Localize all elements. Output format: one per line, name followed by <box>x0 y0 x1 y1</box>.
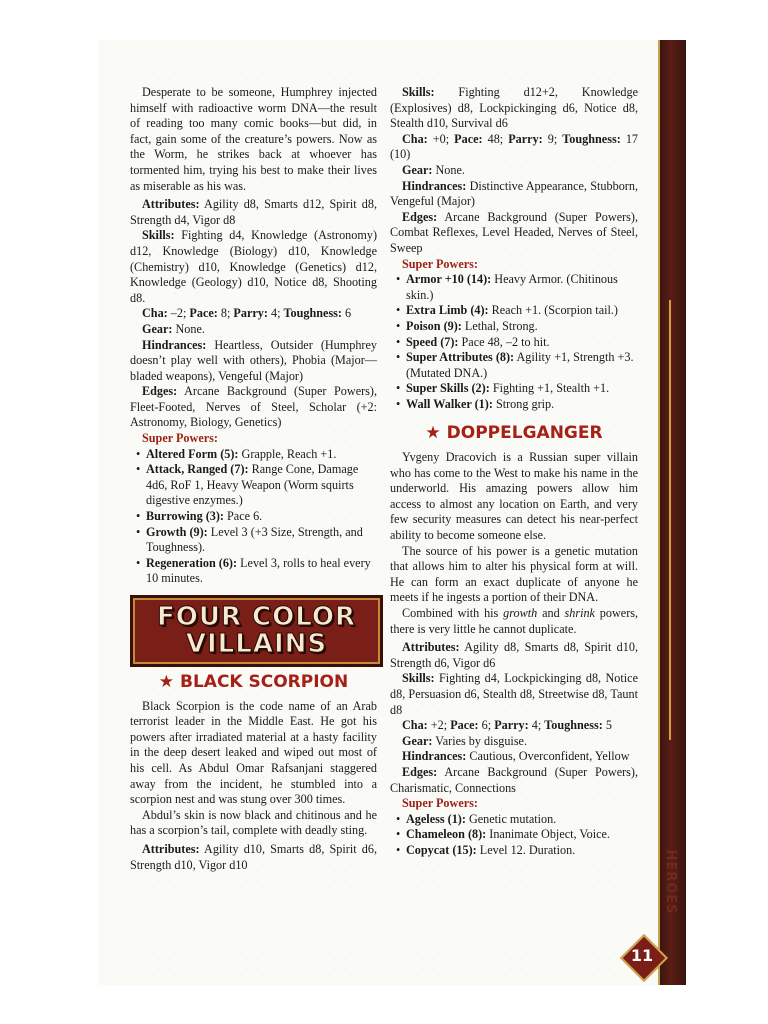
worm-attributes: Attributes: Agility d8, Smarts d12, Spirit d8, Strength d4, Vigor d8 <box>130 197 377 227</box>
doppelganger-edges: Edges: Arcane Background (Super Powers), Charismatic, Connections <box>390 764 639 795</box>
list-item: • Attack, Ranged (7): Range Cone, Damage 4d6, RoF 1, Heavy Weapon (Worm squirts digestive enzymes.) <box>130 462 377 509</box>
worm-powers-list <box>130 447 377 587</box>
black-scorpion-hindrances: Hindrances: Distinctive Appearance, Stubborn, Vengeful (Major) <box>390 178 638 209</box>
doppelganger-gear: Gear: Varies by disguise. <box>402 733 528 748</box>
list-item: • Burrowing (3): Pace 6. <box>130 509 377 525</box>
black-scorpion-powers-heading: Super Powers: <box>402 256 478 271</box>
sidebar-rule <box>669 300 671 740</box>
list-item: • Wall Walker (1): Strong grip. <box>390 397 638 413</box>
doppelganger-bio-3: Combined with his growth and shrink powers, there is very little he cannot duplicate. <box>390 606 639 636</box>
worm-hindrances: Hindrances: Heartless, Outsider (Humphrey doesn’t play well with others), Phobia (Major—bladed weapons), Vengeful (Major) <box>130 337 377 383</box>
list-item: • Super Skills (2): Fighting +1, Stealth +1. <box>390 381 638 397</box>
page-number-badge <box>621 935 663 977</box>
sidebar-chapter-label: HEROES <box>663 849 678 915</box>
list-item: • Extra Limb (4): Reach +1. (Scorpion tail.) <box>390 303 638 319</box>
black-scorpion-heading: ★ BLACK SCORPION <box>158 672 349 692</box>
worm-derived-stats: Cha: –2; Pace: 8; Parry: 4; Toughness: 6 <box>142 306 352 321</box>
right-column <box>390 85 638 859</box>
worm-skills: Skills: Fighting d4, Knowledge (Astronomy) d12, Knowledge (Biology) d10, Knowledge (Chemistry) d10, Knowledge (Genetics) d12, Knowledge (Geology) d10, Notice d8, Shooting d8. <box>130 228 377 305</box>
page-number: 11 <box>630 946 654 965</box>
list-item: • Altered Form (5): Grapple, Reach +1. <box>130 447 377 463</box>
section-banner <box>130 595 383 667</box>
black-scorpion-edges: Edges: Arcane Background (Super Powers), Combat Reflexes, Level Headed, Nerves of Steel, Sweep <box>390 209 639 255</box>
list-item: • Super Attributes (8): Agility +1, Strength +3. (Mutated DNA.) <box>390 350 638 381</box>
list-item: • Ageless (1): Genetic mutation. <box>390 812 638 828</box>
list-item: • Poison (9): Lethal, Strong. <box>390 319 638 335</box>
black-scorpion-gear: Gear: None. <box>402 162 465 177</box>
doppelganger-bio-2: The source of his power is a genetic mutation that allows him to alter his physical form at will. He can form an exact duplicate of anyone he meets if he ingests a portion of their DNA. <box>390 543 638 605</box>
worm-intro-paragraph: Desperate to be someone, Humphrey injected himself with radioactive worm DNA—the result of reading too many comic books—but did, in fact, gain some of the creature’s powers. Now as the Worm, he strikes back at whoever has tormented him, trying his best to make their lives as miserable as his was. <box>130 85 377 193</box>
black-scorpion-bio-2: Abdul’s skin is now black and chitinous and he has a scorpion’s tail, complete with deadly sting. <box>130 807 377 838</box>
black-scorpion-attributes: Attributes: Agility d10, Smarts d8, Spirit d6, Strength d10, Vigor d10 <box>130 841 377 872</box>
black-scorpion-powers-list <box>390 272 638 412</box>
doppelganger-hindrances: Hindrances: Cautious, Overconfident, Yellow <box>402 749 630 764</box>
list-item: • Chameleon (8): Inanimate Object, Voice. <box>390 827 638 843</box>
doppelganger-attributes: Attributes: Agility d8, Smarts d8, Spirit d10, Strength d6, Vigor d6 <box>390 640 638 670</box>
doppelganger-powers-list <box>390 812 638 859</box>
left-column <box>130 85 377 873</box>
list-item: • Armor +10 (14): Heavy Armor. (Chitinous skin.) <box>390 272 638 303</box>
worm-edges: Edges: Arcane Background (Super Powers), Fleet-Footed, Nerves of Steel, Scholar (+2: Astronomy, Biology, Genetics) <box>130 384 378 430</box>
list-item: • Growth (9): Level 3 (+3 Size, Strength, and Toughness). <box>130 525 377 556</box>
black-scorpion-bio-1: Black Scorpion is the code name of an Arab terrorist leader in the Middle East. He got his powers after irradiated material at a hasty facility in the deep desert leaked and wiped out most of his cell. As Abdul Omar Rafsanjani staggered away from the incident, he stumbled into a scorpion nest and was stung over 300 times. <box>130 698 377 807</box>
star-icon: ★ <box>158 672 174 692</box>
doppelganger-powers-heading: Super Powers: <box>402 796 478 811</box>
list-item: • Copycat (15): Level 12. Duration. <box>390 843 638 859</box>
list-item: • Speed (7): Pace 48, –2 to hit. <box>390 335 638 351</box>
chapter-sidebar <box>658 40 686 985</box>
worm-powers-heading: Super Powers: <box>142 431 218 446</box>
black-scorpion-skills: Skills: Fighting d12+2, Knowledge (Explosives) d8, Lockpickinging d6, Notice d8, Stealth d10, Survival d6 <box>390 85 638 131</box>
list-item: • Regeneration (6): Level 3, rolls to heal every 10 minutes. <box>130 556 377 587</box>
black-scorpion-derived-stats: Cha: +0; Pace: 48; Parry: 9; Toughness: 17 (10) <box>390 131 638 162</box>
doppelganger-bio-1: Yvgeny Dracovich is a Russian super villain who has come to the West to make his name in the underworld. His amazing powers allow him access to almost any location on Earth, and very few security measures can detect his near-perfect ability to become someone else. <box>390 450 638 543</box>
doppelganger-skills: Skills: Fighting d4, Lockpickinging d8, Notice d8, Persuasion d6, Stealth d8, Streetwise d8, Taunt d8 <box>390 671 638 717</box>
doppelganger-derived-stats: Cha: +2; Pace: 6; Parry: 4; Toughness: 5 <box>402 718 612 733</box>
banner-title: FOUR COLOR VILLAINS <box>157 602 356 659</box>
star-icon: ★ <box>425 423 441 444</box>
worm-gear: Gear: None. <box>142 321 205 336</box>
doppelganger-heading: ★ DOPPELGANGER <box>425 423 603 444</box>
